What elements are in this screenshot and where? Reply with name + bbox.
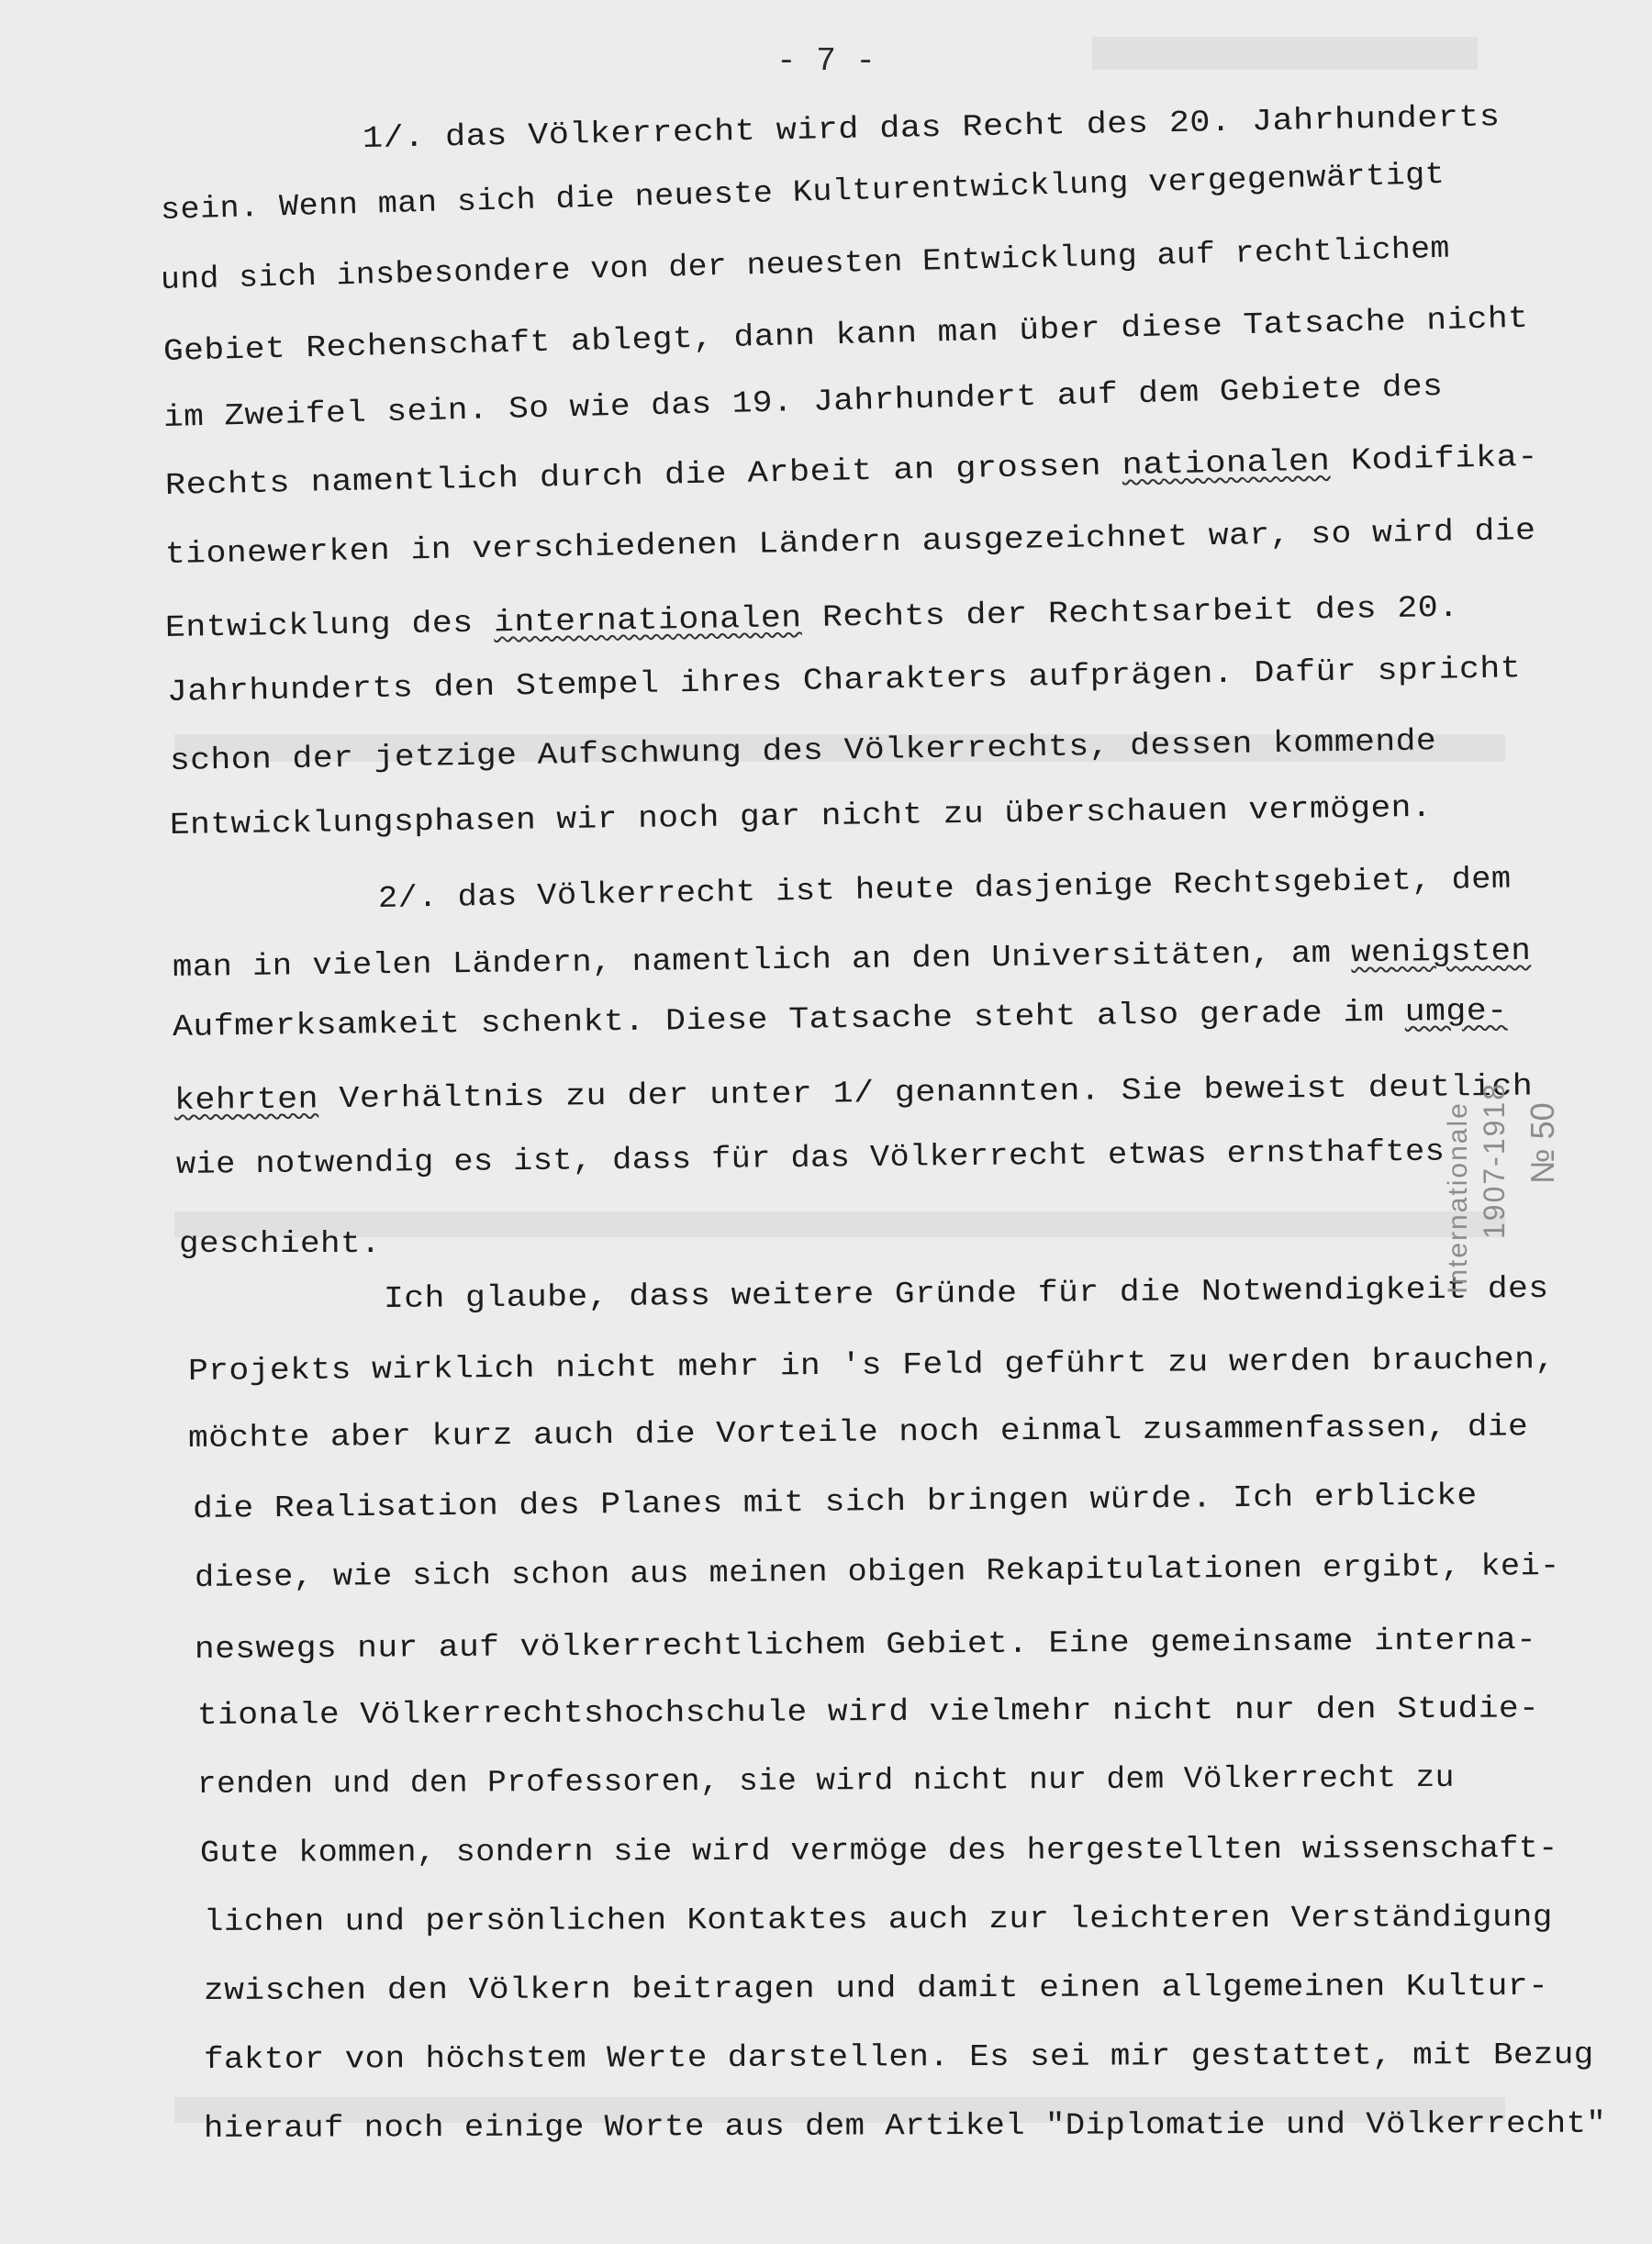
text-line [378,861,1512,918]
text-line [173,993,1508,1046]
text-line [176,1134,1446,1184]
text-line [170,790,1433,844]
text-segment: Gute kommen, sondern sie wird vermöge des hergestellten wissenschaft- [199,1831,1558,1871]
text-segment: neswegs nur auf völkerrechtlichem Gebiet. Eine gemeinsame interna- [194,1623,1537,1668]
stamp-line-1: Internationale [1443,1101,1473,1294]
underlined-word: internationalen [493,601,802,642]
text-line [165,590,1459,647]
stamp-line-3: № 50 [1524,1102,1561,1184]
text-line [384,1271,1549,1318]
text-segment: diese, wie sich schon aus meinen obigen Rekapitulationen ergibt, kei- [194,1549,1560,1596]
text-line [165,440,1539,505]
text-segment: schon der jetzige Aufschwung des Völkerrechts, dessen kommende [169,724,1437,779]
text-segment: tionale Völkerrechtshochschule wird vielmehr nicht nur den Studie- [196,1691,1540,1734]
text-line [161,231,1451,299]
text-segment: sein. Wenn man sich die neueste Kulturentwicklung vergegenwärtigt [160,157,1446,229]
text-line [204,2037,1594,2079]
page-number: - 7 - [776,42,876,80]
text-line [160,157,1445,229]
text-segment: Verhältnis zu der unter 1/ genannten. Sie beweist deutlich [318,1069,1534,1118]
text-line [174,1068,1534,1119]
text-line [197,1760,1455,1803]
text-segment: zwischen den Völkern beitragen und damit einen allgemeinen Kultur- [203,1969,1549,2009]
text-segment: tionewerken in verschiedenen Ländern ausgezeichnet war, so wird die [164,513,1536,573]
text-segment: Rechts namentlich durch die Arbeit an grossen [164,449,1123,504]
text-line [363,99,1501,158]
text-line [204,2106,1606,2148]
text-segment: Gebiet Rechenschaft ablegt, dann kann man über diese Tatsache nicht [162,301,1529,370]
text-line [170,723,1437,780]
text-segment: Aufmerksamkeit schenkt. Diese Tatsache steht also gerade im [172,995,1405,1045]
underlined-word: wenigsten [1351,933,1532,972]
text-segment: und sich insbesondere von der neuesten Entwicklung auf rechtlichem [160,231,1451,298]
text-segment: Projekts wirklich nicht mehr in 's Feld geführt zu werden brauchen, [187,1343,1556,1390]
text-segment: man in vielen Ländern, namentlich an den Universitäten, am [172,936,1352,986]
text-segment: die Realisation des Planes mit sich bringen würde. Ich erblicke [192,1479,1478,1527]
text-segment: wie notwendig es ist, dass für das Völkerrecht etwas ernsthaftes [175,1134,1446,1183]
text-segment: Ich glaube, dass weitere Gründe für die Notwendigkeit des [383,1271,1549,1317]
text-segment: hierauf noch einige Worte aus dem Artikel "Diplomatie und Völkerrecht" [203,2106,1607,2147]
text-line [193,1478,1478,1528]
text-line [204,1900,1553,1941]
text-segment: Entwicklungsphasen wir noch gar nicht zu überschauen vermögen. [169,790,1433,843]
text-segment: faktor von höchstem Werte darstellen. Es sei mir gestattet, mit Bezug [203,2037,1594,2078]
text-line [163,301,1529,371]
text-segment: Entwicklung des [164,606,495,646]
text-segment: Kodifika- [1329,440,1539,480]
text-line [195,1548,1560,1597]
underlined-word: umge- [1404,994,1508,1031]
text-segment: 1/. das Völkerrecht wird das Recht des 20. Jahrhunderts [362,100,1501,157]
text-segment: 2/. das Völkerrecht ist heute dasjenige Rechtsgebiet, dem [377,862,1512,917]
text-line [197,1691,1539,1735]
text-segment: im Zweifel sein. So wie das 19. Jahrhundert auf dem Gebiete des [162,369,1444,436]
text-segment: Jahrhunderts den Stempel ihres Charakters aufprägen. Dafür spricht [166,652,1522,710]
text-line [188,1342,1556,1390]
text-segment: Rechts der Rechtsarbeit des 20. [801,590,1459,637]
text-line [200,1831,1558,1872]
text-line [165,513,1536,574]
text-line [188,1409,1529,1457]
text-line [204,1969,1548,2010]
text-line [163,369,1444,437]
text-segment: lichen und persönlichen Kontaktes auch zur leichteren Verständigung [203,1900,1553,1940]
underlined-word: nationalen [1122,444,1331,485]
text-line [179,1226,381,1263]
underlined-word: kehrten [173,1082,319,1119]
stamp-line-2: 1907-1918 [1478,1081,1511,1239]
text-segment: renden und den Professoren, sie wird nicht nur dem Völkerrecht zu [196,1760,1455,1803]
text-line [167,651,1522,711]
text-line [195,1623,1537,1669]
text-segment: geschieht. [179,1227,382,1262]
text-line [173,933,1532,987]
text-segment: möchte aber kurz auch die Vorteile noch einmal zusammenfassen, die [187,1410,1529,1457]
